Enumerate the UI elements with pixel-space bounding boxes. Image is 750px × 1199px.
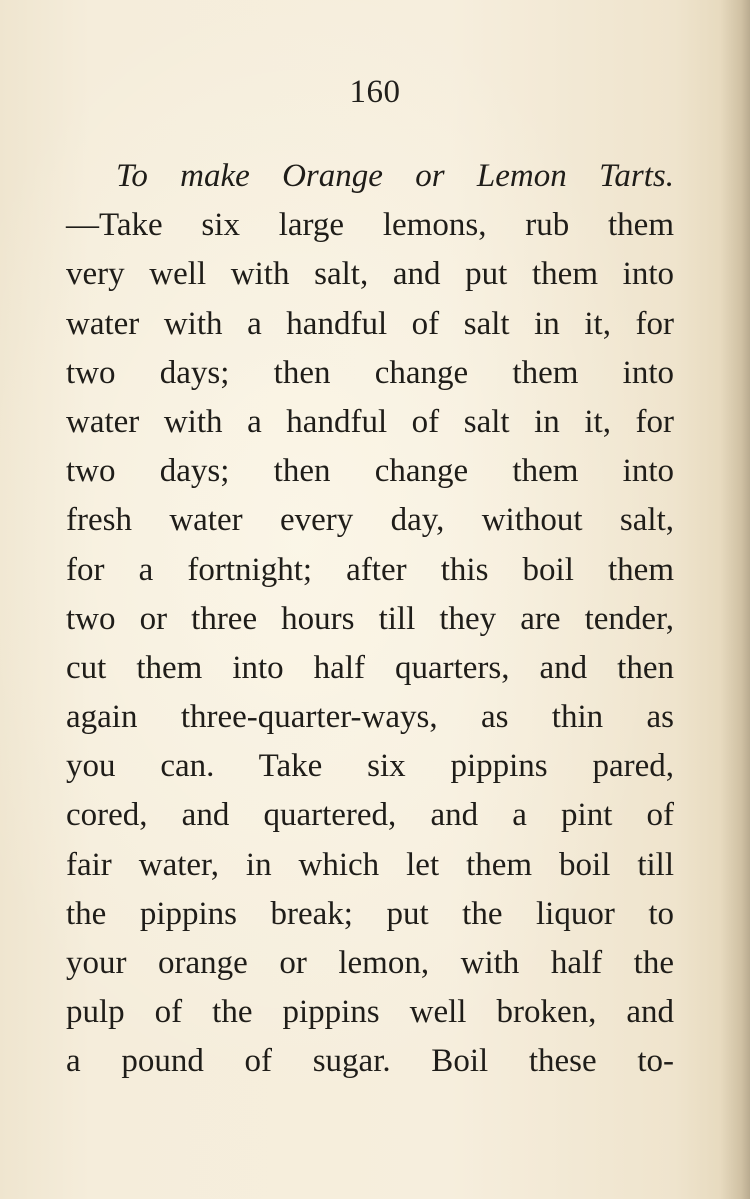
text-line: two days; then change them into <box>66 453 674 490</box>
text-line: water with a handful of salt in it, for <box>66 305 674 342</box>
text-line: two or three hours till they are tender, <box>66 600 674 637</box>
page-number: 160 <box>349 74 401 110</box>
text-line: for a fortnight; after this boil them <box>66 551 674 588</box>
body-text <box>66 152 674 1087</box>
text-line: cut them into half quarters, and then <box>66 649 674 686</box>
text-line: fresh water every day, without salt, <box>66 502 674 539</box>
text-line: again three-quarter-ways, as thin as <box>66 699 674 736</box>
text-line: your orange or lemon, with half the <box>66 945 674 981</box>
text-line: cored, and quartered, and a pint of <box>66 797 674 834</box>
recipe-title-line: To make Orange or Lemon Tarts. <box>116 158 674 194</box>
text-line: —Take six large lemons, rub them <box>66 207 674 244</box>
text-line: the pippins break; put the liquor to <box>66 895 674 932</box>
text-line: pulp of the pippins well broken, and <box>66 994 674 1031</box>
text-line: a pound of sugar. Boil these to- <box>66 1043 674 1080</box>
text-line: two days; then change them into <box>66 354 674 391</box>
text-line: you can. Take six pippins pared, <box>66 748 674 785</box>
text-line: fair water, in which let them boil till <box>66 846 674 883</box>
text-line: water with a handful of salt in it, for <box>66 403 674 440</box>
page-edge-shadow <box>720 0 750 1199</box>
text-line: very well with salt, and put them into <box>66 256 674 293</box>
